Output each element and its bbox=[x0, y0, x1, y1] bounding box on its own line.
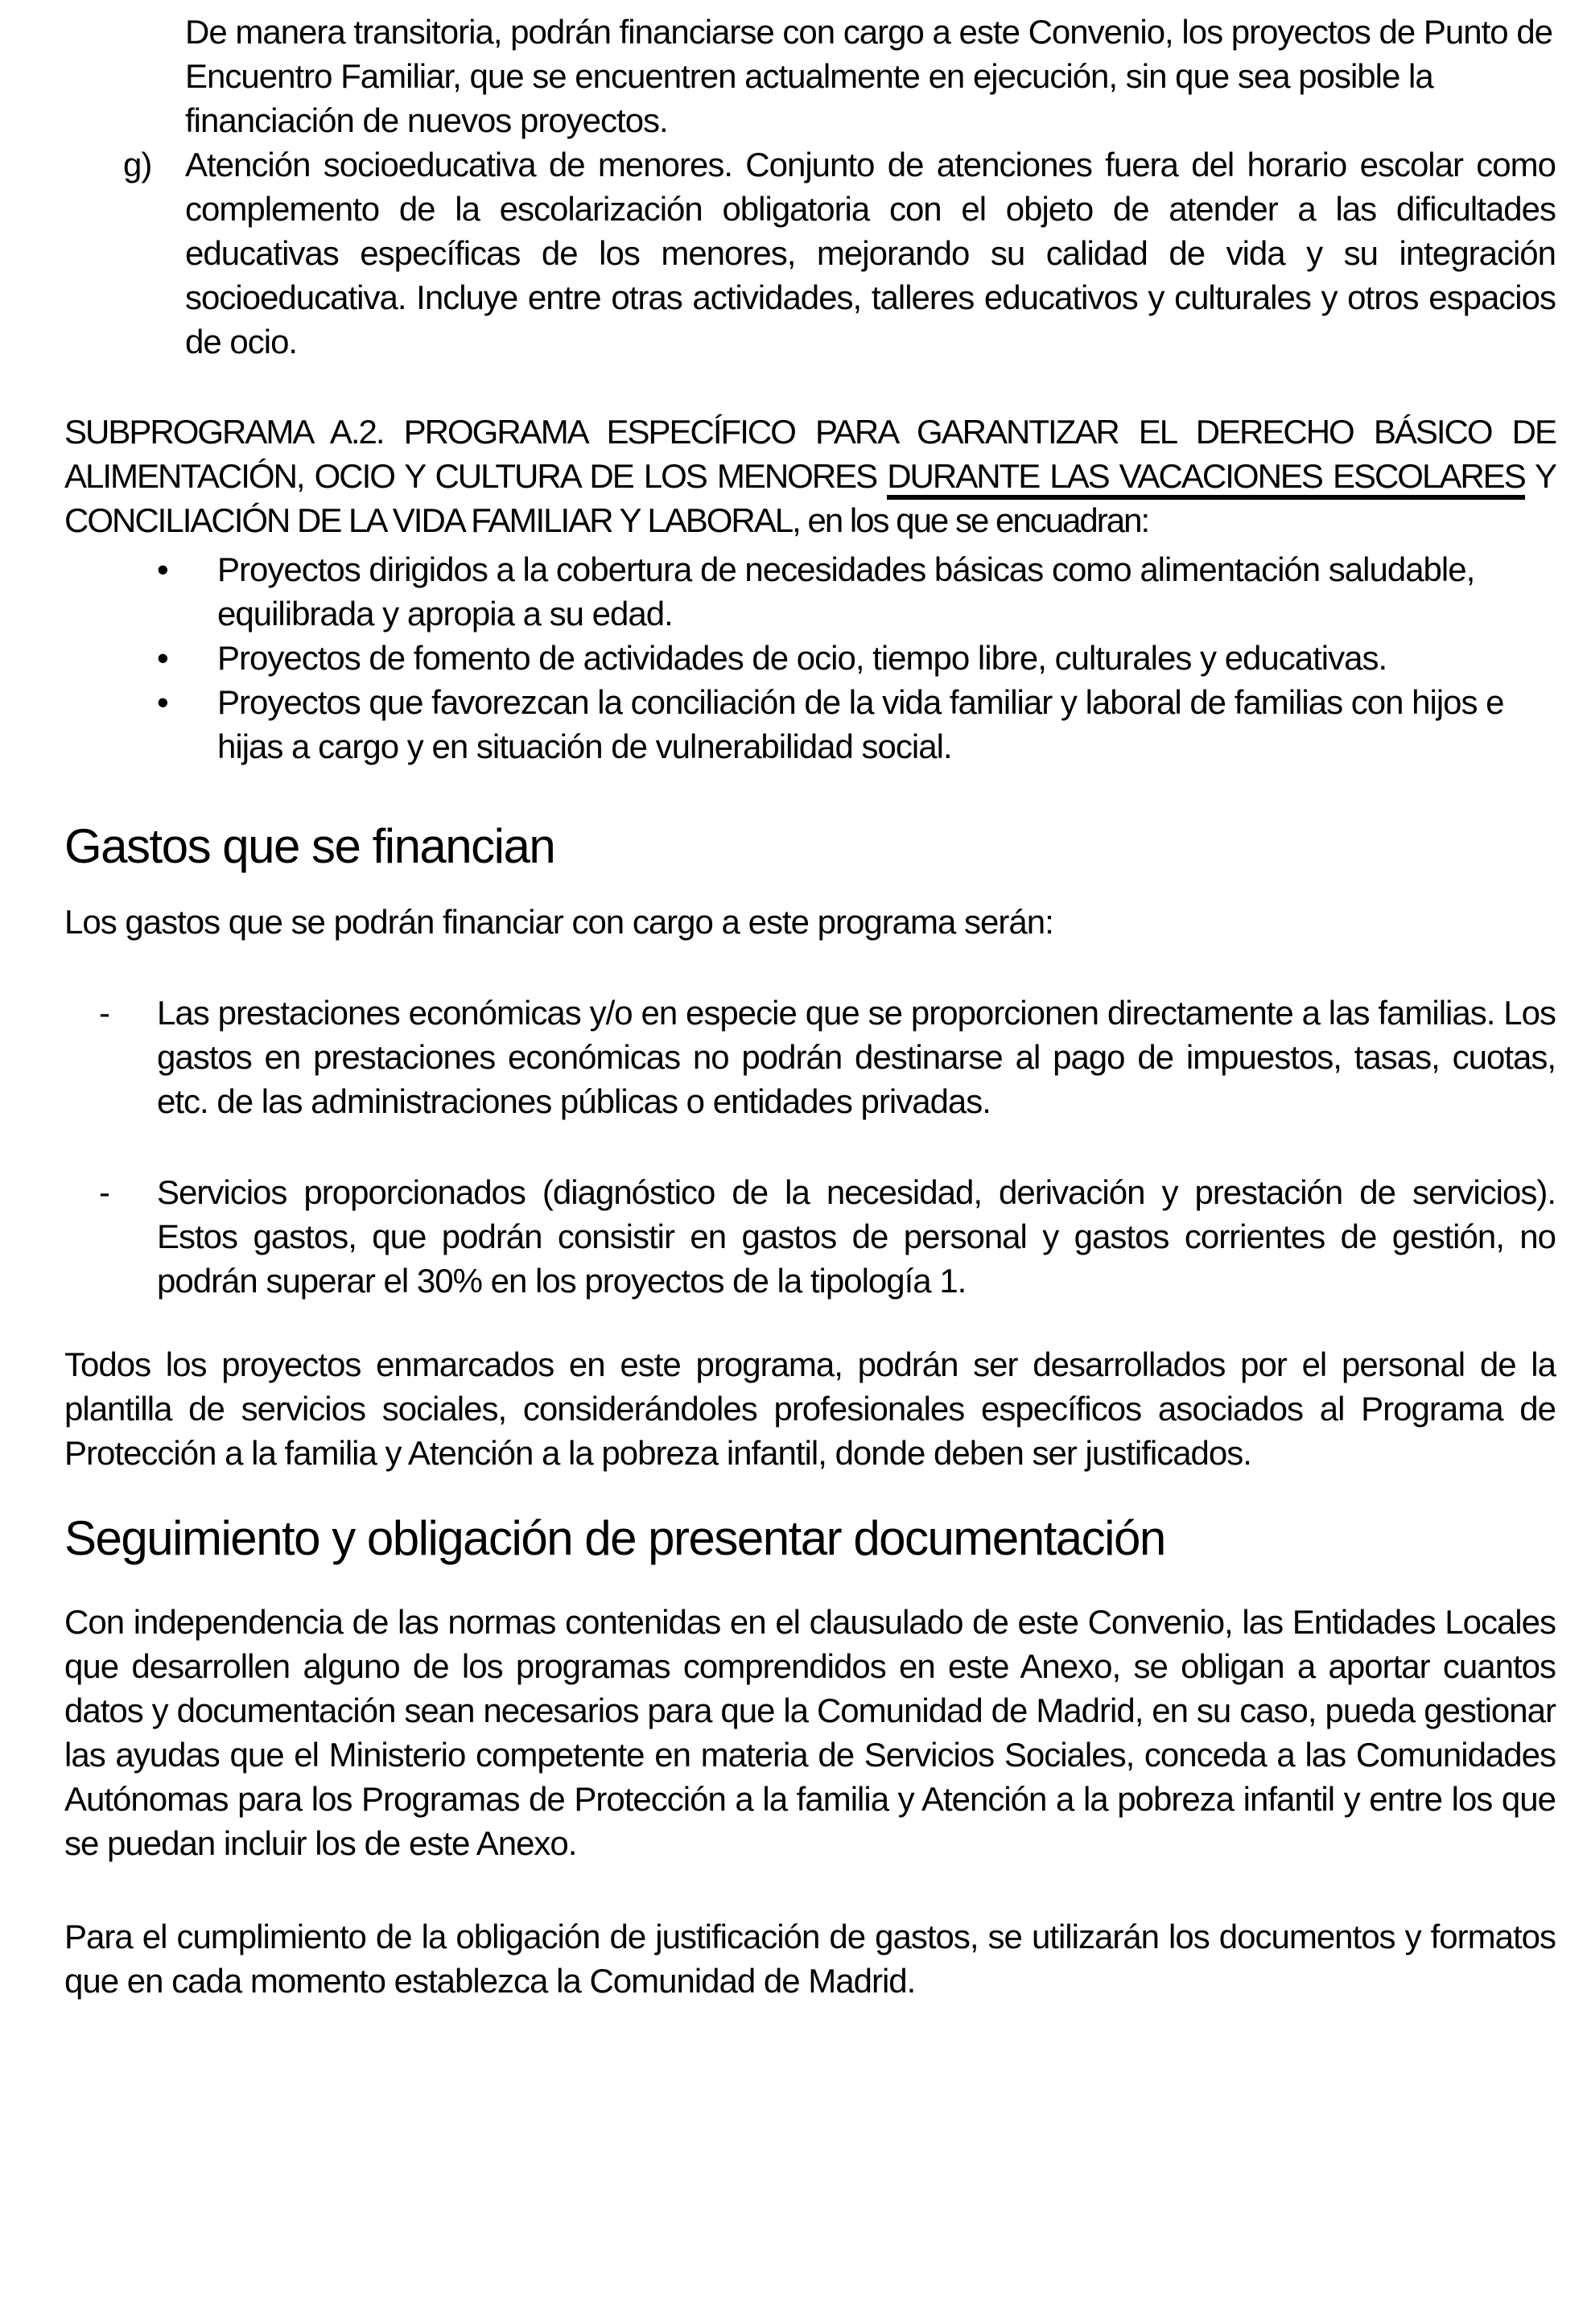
gastos-closing-paragraph: Todos los proyectos enmarcados en este programa, podrán ser desarrollados por el personal de la plantilla de servicios sociales, considerándoles profesionales específicos asociados al Programa de Protección a la familia y Atención a la pobreza infantil, donde deben ser justificados. bbox=[64, 1345, 1556, 1472]
bullet-marker: • bbox=[157, 550, 168, 588]
list-item-g-text: Atención socioeducativa de menores. Conjunto de atenciones fuera del horario escolar como complemento de la escolarización obligatoria con el objeto de atender a las dificultades educativas específicas de los menores, mejorando su calidad de vida y su integración socioeducativa. Incluye entre otras actividades, talleres educativos y culturales y otros espacios de ocio. bbox=[185, 146, 1556, 361]
dash-marker: - bbox=[99, 994, 109, 1032]
subprograma-underlined-text: DURANTE LAS VACACIONES ESCOLARES bbox=[887, 457, 1524, 500]
bullet-list-item bbox=[157, 636, 1556, 680]
subprograma-text-before: SUBPROGRAMA A.2. PROGRAMA ESPECÍFICO PARA GARANTIZAR EL DERECHO BÁSICO DE ALIMENTACIÓN, OCIO Y CULTURA DE LOS MENORES bbox=[64, 413, 1556, 495]
seguimiento-paragraph-1: Con independencia de las normas contenidas en el clausulado de este Convenio, las Entidades Locales que desarrollen alguno de los programas comprendidos en este Anexo, se obligan a aportar cuantos datos y documentación sean necesarios para que la Comunidad de Madrid, en su caso, pueda gestionar las ayudas que el Ministerio competente en materia de Servicios Sociales, conceda a las Comunidades Autónomas para los Programas de Protección a la familia y Atención a la pobreza infantil y entre los que se puedan incluir los de este Anexo. bbox=[64, 1603, 1556, 1862]
dash-list-item bbox=[99, 1170, 1556, 1303]
gastos-intro-paragraph: Los gastos que se podrán financiar con cargo a este programa serán: bbox=[64, 903, 1053, 941]
bullet-marker: • bbox=[157, 683, 168, 721]
list-item-g bbox=[123, 142, 1556, 364]
dash-item-text: Las prestaciones económicas y/o en especie que se proporcionen directamente a las familias. Los gastos en prestaciones económicas no podrán destinarse al pago de impuestos, tasas, cuotas, etc. de las administraciones públicas o entidades privadas. bbox=[157, 994, 1556, 1120]
dash-list-item bbox=[99, 991, 1556, 1123]
intro-paragraph: De manera transitoria, podrán financiarse con cargo a este Convenio, los proyectos de Punto de Encuentro Familiar, que se encuentren actualmente en ejecución, sin que sea posible la financiación de nuevos proyectos. bbox=[185, 13, 1553, 139]
dash-item-text: Servicios proporcionados (diagnóstico de la necesidad, derivación y prestación de servicios). Estos gastos, que podrán consistir en gastos de personal y gastos corrientes de gestión, no podrán superar el 30% en los proyectos de la tipología 1. bbox=[157, 1173, 1556, 1300]
bullet-item-text: Proyectos que favorezcan la conciliación de la vida familiar y laboral de familias con hijos e hijas a cargo y en situación de vulnerabilidad social. bbox=[217, 683, 1504, 765]
subprograma-paragraph bbox=[64, 410, 1556, 542]
bullet-list-item bbox=[157, 547, 1556, 636]
bullet-item-text: Proyectos de fomento de actividades de ocio, tiempo libre, culturales y educativas. bbox=[217, 639, 1387, 677]
bullet-item-text: Proyectos dirigidos a la cobertura de necesidades básicas como alimentación saludable, equilibrada y apropia a su edad. bbox=[217, 550, 1475, 633]
bullet-marker: • bbox=[157, 639, 168, 677]
seguimiento-paragraph-2: Para el cumplimiento de la obligación de justificación de gastos, se utilizarán los documentos y formatos que en cada momento establezca la Comunidad de Madrid. bbox=[64, 1918, 1556, 2000]
list-item-g-marker: g) bbox=[123, 146, 152, 183]
bullet-list bbox=[64, 547, 1556, 768]
dash-list bbox=[64, 991, 1556, 1303]
dash-marker: - bbox=[99, 1173, 109, 1211]
subprograma-text-after: Y CONCILIACIÓN DE LA VIDA FAMILIAR Y LABORAL, en los que se encuadran: bbox=[64, 457, 1556, 539]
section-heading-gastos: Gastos que se financian bbox=[64, 819, 555, 873]
bullet-list-item bbox=[157, 680, 1556, 768]
section-heading-seguimiento: Seguimiento y obligación de presentar documentación bbox=[64, 1511, 1165, 1565]
